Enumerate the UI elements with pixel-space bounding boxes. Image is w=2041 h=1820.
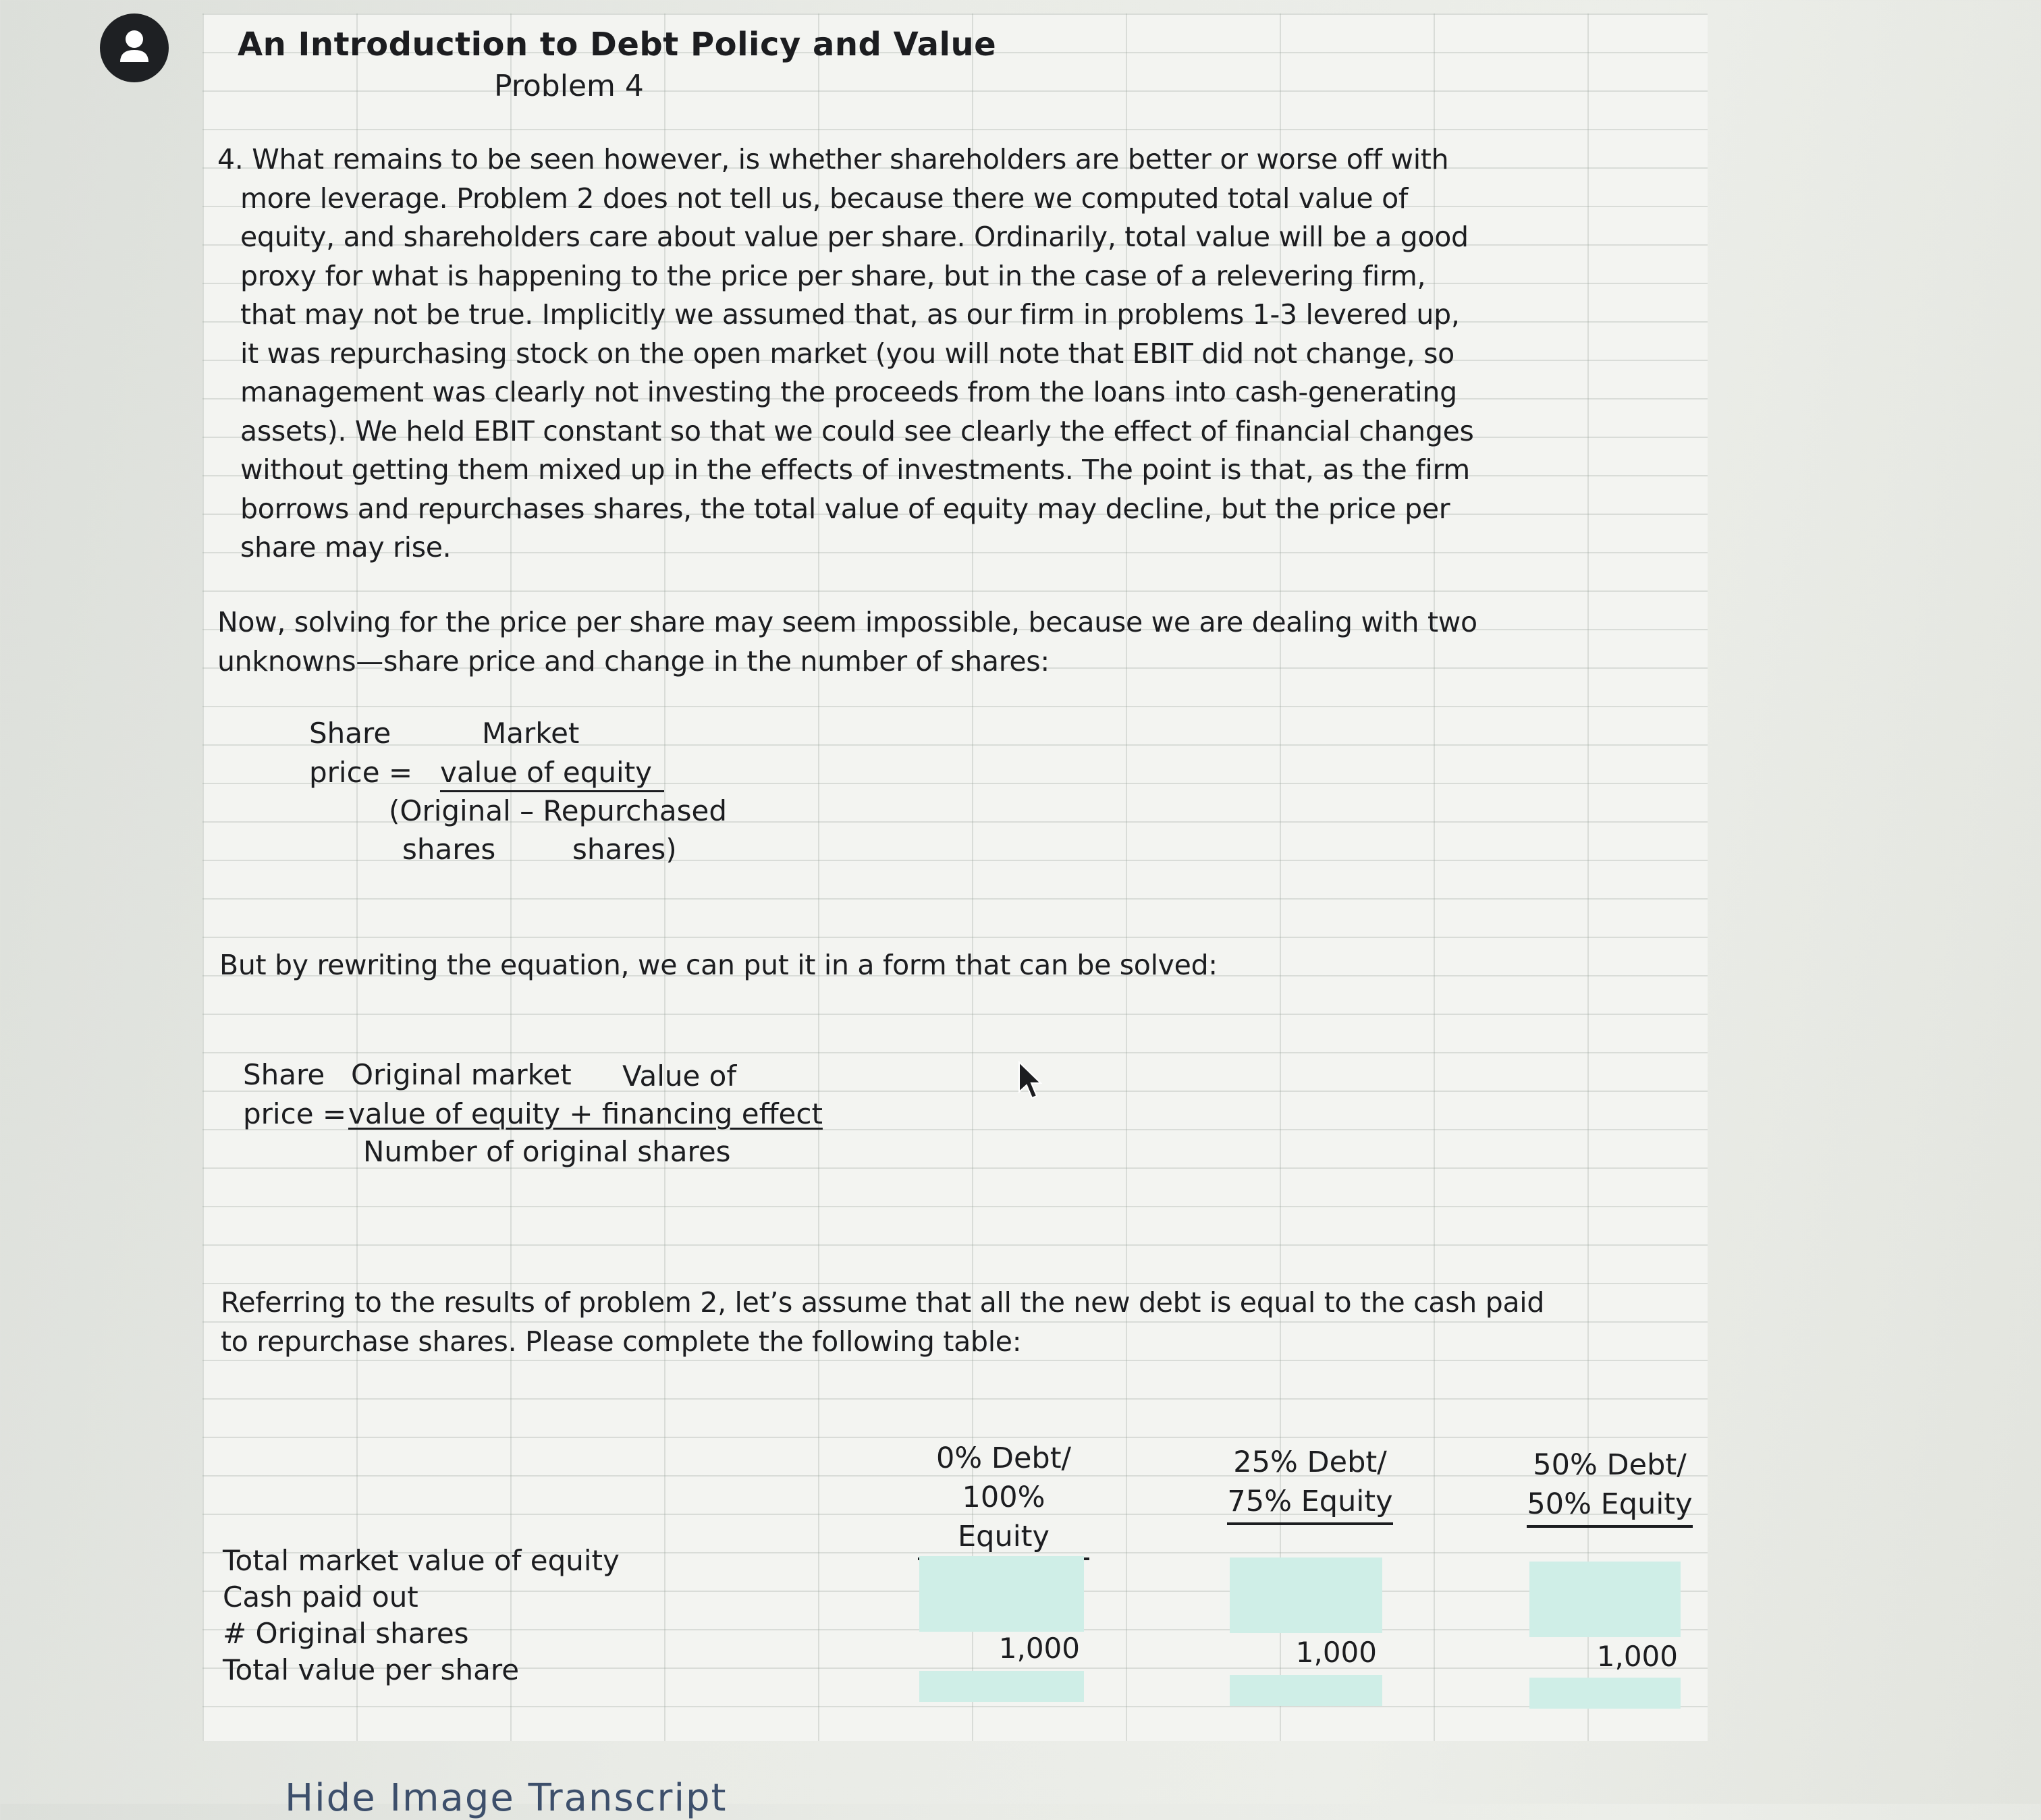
column-header-line2: 50% Equity: [1527, 1485, 1692, 1528]
original-shares-value-0: 1,000: [998, 1632, 1080, 1665]
row-label-total-market-value: Total market value of equity: [223, 1544, 620, 1577]
eq2-original-market: Original market: [351, 1058, 572, 1091]
page-title: An Introduction to Debt Policy and Value: [238, 26, 997, 63]
hide-transcript-link[interactable]: Hide Image Transcript: [285, 1776, 728, 1820]
text-line: without getting them mixed up in the effects of investments. The point is that, as the firm: [240, 453, 1470, 486]
eq1-price-label: price =: [309, 756, 413, 789]
eq1-share-label: Share: [309, 717, 391, 750]
text-line: management was clearly not investing the proceeds from the loans into cash-generating: [240, 376, 1457, 408]
column-header-50-debt: [1524, 1445, 1695, 1528]
eq2-value-of: Value of: [622, 1059, 737, 1093]
text-line: to repurchase shares. Please complete the following table:: [221, 1325, 1022, 1358]
problem-4-paragraph: [217, 140, 1474, 568]
eq2-price-label: price =: [243, 1097, 347, 1130]
column-header-25-debt: [1226, 1443, 1394, 1525]
input-cell-total-market-value-50[interactable]: [1529, 1562, 1681, 1637]
original-shares-value-50: 1,000: [1596, 1640, 1678, 1673]
eq1-value-of-equity: value of equity: [440, 756, 653, 789]
column-header-line2: 100% Equity: [918, 1478, 1089, 1560]
user-avatar-icon[interactable]: [100, 13, 169, 82]
row-label-value-per-share: Total value per share: [223, 1653, 520, 1686]
text-line: Referring to the results of problem 2, let’s assume that all the new debt is equal to the cash paid: [221, 1286, 1545, 1319]
rewrite-paragraph: [219, 946, 1218, 985]
text-line: more leverage. Problem 2 does not tell us, because there we computed total value of: [240, 182, 1409, 215]
page-subtitle: Problem 4: [494, 69, 644, 103]
eq1-denominator: (Original – Repurchased: [389, 794, 728, 827]
eq2-share-label: Share: [243, 1058, 325, 1091]
input-cell-value-per-share-0[interactable]: [919, 1671, 1084, 1702]
eq1-numerator: [440, 756, 664, 792]
text-line: assets). We held EBIT constant so that we could see clearly the effect of financial changes: [240, 414, 1474, 447]
column-header-line1: 25% Debt/: [1233, 1445, 1387, 1479]
referring-paragraph: [221, 1284, 1544, 1361]
input-cell-value-per-share-50[interactable]: [1529, 1678, 1681, 1709]
input-cell-value-per-share-25[interactable]: [1230, 1675, 1382, 1706]
row-label-cash-paid-out: Cash paid out: [223, 1580, 418, 1614]
text-line: equity, and shareholders care about value per share. Ordinarily, total value will be a good: [240, 221, 1469, 253]
original-shares-value-25: 1,000: [1295, 1636, 1377, 1669]
column-header-line1: 50% Debt/: [1533, 1448, 1687, 1482]
column-header-0-debt: [918, 1439, 1089, 1560]
text-line: proxy for what is happening to the price per share, but in the case of a relevering firm,: [240, 259, 1426, 292]
now-paragraph: [217, 603, 1477, 681]
eq2-numerator: value of equity + financing effect: [348, 1097, 823, 1130]
row-label-original-shares: # Original shares: [223, 1617, 469, 1650]
eq1-shares-left: shares: [402, 833, 496, 866]
text-line: it was repurchasing stock on the open market (you will note that EBIT did not change, so: [240, 337, 1454, 370]
text-line: that may not be true. Implicitly we assumed that, as our firm in problems 1-3 levered up,: [240, 298, 1460, 331]
text-line: 4. What remains to be seen however, is whether shareholders are better or worse off with: [217, 143, 1449, 175]
text-line: borrows and repurchases shares, the total value of equity may decline, but the price per: [240, 492, 1450, 525]
text-line: Now, solving for the price per share may seem impossible, because we are dealing with two: [217, 606, 1477, 638]
eq1-shares-right: shares): [572, 833, 677, 866]
text-line: share may rise.: [240, 531, 452, 563]
input-cell-total-market-value-0[interactable]: [919, 1556, 1084, 1632]
column-header-line2: 75% Equity: [1227, 1482, 1392, 1525]
mouse-pointer-icon: [1018, 1061, 1042, 1101]
input-cell-total-market-value-25[interactable]: [1230, 1557, 1382, 1633]
text-line: unknowns—share price and change in the number of shares:: [217, 644, 1050, 678]
eq1-market-label: Market: [482, 717, 580, 750]
eq2-denominator: Number of original shares: [363, 1135, 731, 1168]
text-line: But by rewriting the equation, we can put it in a form that can be solved:: [219, 949, 1218, 981]
column-header-line1: 0% Debt/: [935, 1441, 1072, 1475]
